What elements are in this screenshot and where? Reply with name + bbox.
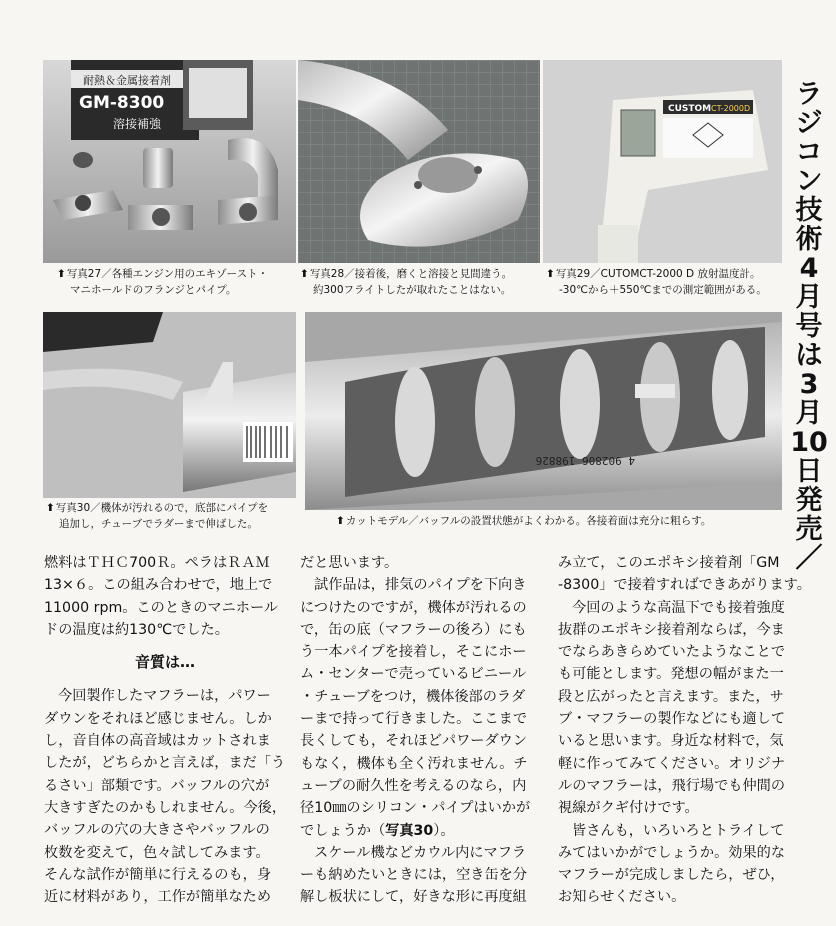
body-text-line: 解し板状にして，好きな形に再度組 [300, 889, 527, 906]
body-text-line: 試作品は，排気のパイプを下向き [314, 577, 527, 594]
side-title [787, 80, 831, 573]
device-brand-text: CUSTOM [668, 104, 712, 114]
caption-photo-28 [300, 266, 512, 298]
body-text-line: 13×６。この組み合わせで，地上で [44, 577, 273, 594]
body-text-line: 近に材料があり，工作が簡単なため [44, 889, 272, 906]
body-text-line: ーも納めたいときには，空き缶を分 [300, 867, 528, 884]
caption-line: カットモデル／バッフルの設置状態がよくわかる。各接着面は充分に粗らす。 [345, 515, 712, 527]
side-title-char: ン [795, 166, 823, 197]
text-fragment: ）。 [433, 822, 455, 839]
caption-cut-model [336, 513, 711, 529]
side-title-char: 3 [799, 369, 819, 400]
barcode-number: 4 902806 198826 [535, 454, 635, 467]
side-title-char: は [795, 340, 823, 371]
side-title-char: 発 [795, 485, 823, 516]
body-text-line: -8300」で接着すればできあがります。 [558, 577, 811, 594]
caption-line: 写真27／各種エンジン用のエキゾースト・ [66, 268, 269, 280]
photo-cut-model [305, 312, 782, 510]
body-text-line: バッフルの穴の大きさやバッフルの [44, 822, 270, 839]
body-text-line: ルのマフラーは，飛行場でも仲間の [558, 777, 786, 794]
text-fragment: でしょうか（ [300, 822, 386, 839]
caption-line: 写真30／機体が汚れるので，底部にパイプを [55, 502, 269, 514]
arrow-up-icon: ⬆ [300, 268, 309, 280]
body-text-line: したが，どちらかと言えば，まだ「う [44, 755, 286, 772]
body-text-line: で，缶の底（マフラーの後ろ）にも [300, 621, 527, 638]
photo-28 [298, 60, 540, 263]
body-text-line: 視線がクギ付けです。 [558, 800, 699, 817]
body-text-line: も可能とします。発想の幅がまた一 [558, 666, 784, 683]
caption-photo-29 [546, 266, 767, 298]
text-column-1 [44, 552, 286, 908]
photo-27 [43, 60, 296, 263]
body-text-line: ダウンをそれほど感じません。しか [44, 710, 272, 727]
body-text-line: ドの温度は約130℃でした。 [44, 621, 229, 638]
side-title-char: コ [795, 137, 823, 168]
body-text-line: スケール機などカウル内にマフラ [314, 844, 527, 861]
body-text-line: るさい」部類です。バッフルの穴が [44, 777, 270, 794]
caption-photo-27 [57, 266, 268, 298]
arrow-up-icon: ⬆ [46, 502, 55, 514]
caption-line: 約300フライトしたが取れたことはない。 [313, 284, 512, 296]
side-title-char: 4 [799, 253, 819, 284]
arrow-up-icon: ⬆ [57, 268, 66, 280]
side-title-char: ／ [795, 543, 823, 574]
body-text-line: 大きすぎたのかもしれません。今後， [44, 799, 287, 816]
photo-29 [543, 60, 782, 263]
jar-label-text: 耐熱＆金属接着剤 [83, 74, 171, 87]
side-title-char: 10 [790, 427, 828, 458]
body-text-line: 燃料はＴＨＣ700Ｒ。ペラはＲＡＭ [44, 555, 270, 571]
caption-photo-30 [46, 500, 268, 532]
body-text-line: 長くしても，それほどパワーダウン [300, 733, 528, 750]
photo-reference: 写真30 [385, 822, 434, 839]
body-text-line: ・チューブをつけ，機体後部のラダ [300, 688, 526, 705]
caption-line: マニホールドのフランジとパイプ。 [70, 284, 237, 296]
body-text-line: ューブの耐久性を考えるのなら，内 [300, 777, 527, 794]
photo-30 [43, 312, 296, 498]
body-text-line: 11000 rpm。このときのマニホール [44, 599, 279, 616]
body-text-line: う一本パイプを接着し，そこにホー [300, 644, 527, 661]
caption-line: 追加し，チューブでラダーまで伸ばした。 [59, 518, 258, 530]
body-text-line: でならあきらめていたようなことで [558, 644, 786, 661]
side-title-char: 月 [795, 398, 823, 429]
body-text-line: 段と広がったと言えます。また，サ [558, 688, 784, 705]
body-text-line: 今回のような高温下でも接着強度 [572, 599, 785, 616]
side-title-char: ラ [795, 79, 823, 110]
caption-line: -30℃から＋550℃までの測定範囲がある。 [559, 284, 767, 296]
arrow-up-icon: ⬆ [336, 515, 345, 527]
jar-sub-text: 溶接補強 [113, 117, 162, 131]
side-title-char: 号 [795, 311, 823, 342]
side-title-char: 術 [795, 224, 823, 255]
body-text-line: お知らせください。 [558, 889, 686, 906]
body-text-line: 今回製作したマフラーは，パワー [58, 688, 271, 705]
body-text-line: ム・センターで売っているビニール [300, 666, 527, 683]
body-text-line [300, 820, 530, 842]
body-text-line: もなく，機体も全く汚れません。チ [300, 755, 528, 772]
body-text-line: し，音自体の高音域はカットされま [44, 733, 271, 750]
body-text-line: 径10㎜のシリコン・パイプはいかが [300, 800, 531, 817]
body-text-line: ーまで持って行きました。ここまで [300, 711, 528, 728]
caption-line: 写真29／CUTOMCT-2000 D 放射温度計。 [555, 268, 761, 280]
side-title-char: 月 [795, 282, 823, 313]
body-text-line: み立て，このエポキシ接着剤「GM [558, 555, 780, 571]
side-title-char: 日 [795, 456, 823, 487]
body-text-line: ブ・マフラーの製作などにも適して [558, 711, 786, 728]
body-text-line: 抜群のエポキシ接着剤ならば，今ま [558, 621, 785, 638]
body-text-line: 皆さんも，いろいろとトライして [572, 822, 785, 839]
side-title-char: 売 [795, 514, 823, 545]
side-title-char: 技 [795, 195, 823, 226]
text-column-2 [300, 552, 530, 909]
text-column-3 [558, 552, 811, 909]
side-title-char: ジ [795, 108, 823, 139]
jar-product-text: GM-8300 [79, 93, 165, 113]
body-text-line: だと思います。 [300, 555, 399, 571]
body-text-line: みてはいかがでしょうか。効果的な [558, 844, 786, 861]
body-text-line: そんな試作が簡単に行えるのも，身 [44, 866, 272, 883]
section-heading: 音質は… [135, 653, 196, 672]
caption-line: 写真28／接着後，磨くと溶接と見間違う。 [309, 268, 513, 280]
arrow-up-icon: ⬆ [546, 268, 555, 280]
body-text-line: 軽に作ってみてください。オリジナ [558, 755, 786, 772]
body-text-line: 枚数を変えて，色々試してみます。 [44, 844, 270, 861]
device-model-text: CT-2000D [711, 104, 751, 113]
body-text-line: マフラーが完成しましたら，ぜひ， [558, 867, 785, 884]
body-text-line: につけたのですが，機体が汚れるの [300, 599, 527, 616]
body-text-line: いると思います。身近な材料で，気 [558, 733, 784, 750]
